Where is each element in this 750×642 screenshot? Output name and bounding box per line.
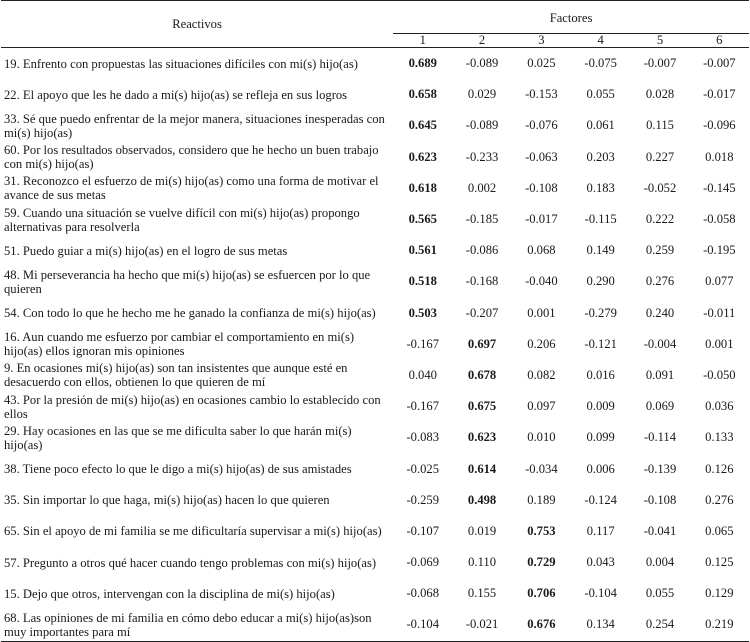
factor-number: 4 (571, 34, 630, 48)
loading-value-factor-3: 0.082 (527, 367, 556, 382)
loading-value-factor-3: -0.017 (525, 212, 558, 227)
factor-loadings-table (1, 0, 749, 642)
loading-value-factor-3: -0.108 (525, 180, 558, 195)
table-row (1, 360, 749, 391)
loading-value-factor-3: 0.010 (527, 430, 556, 445)
loading-value-factor-5: 0.055 (645, 586, 675, 601)
factor-number: 5 (630, 34, 689, 48)
loading-value-factor-2: 0.002 (467, 180, 497, 195)
loading-value-factor-2: 0.623 (467, 430, 497, 445)
loading-value-factor-4: -0.121 (584, 336, 617, 351)
loading-value-factor-6: -0.058 (703, 212, 736, 227)
loading-value-factor-1: 0.623 (408, 149, 437, 164)
loading-value-factor-3: 0.706 (527, 586, 556, 601)
item-text: 15. Dejo que otros, intervengan con la disciplina de mi(s) hijo(as) (4, 586, 335, 601)
item-text: 59. Cuando una situación se vuelve difícil con mi(s) hijo(as) propongo alternativas para resolverla (4, 205, 360, 234)
item-text: 22. El apoyo que les he dado a mi(s) hijo(as) se refleja en sus logros (4, 87, 348, 102)
loading-value-factor-4: 0.061 (586, 118, 615, 133)
loading-value-factor-5: -0.114 (643, 430, 677, 445)
loading-value-factor-1: 0.561 (408, 243, 437, 258)
loading-value-factor-6: 0.065 (705, 523, 734, 538)
item-text: 60. Por los resultados observados, considero que he hecho un buen trabajo con mi(s) hijo(as) (4, 143, 379, 172)
loading-value-factor-1: 0.040 (408, 367, 437, 382)
item-text: 48. Mi perseverancia ha hecho que mi(s) hijo(as) se esfuercen por lo que quieren (4, 267, 371, 296)
loading-value-factor-2: -0.185 (465, 212, 499, 227)
table-row (1, 235, 749, 266)
loading-value-factor-2: 0.697 (467, 336, 497, 351)
table-row (1, 453, 749, 484)
loading-value-factor-2: -0.207 (465, 305, 499, 320)
loading-value-factor-4: 0.055 (586, 87, 615, 102)
loading-value-factor-1: -0.104 (393, 609, 452, 641)
loading-value-factor-6: -0.007 (703, 56, 736, 71)
loading-value-factor-2: 0.498 (467, 492, 497, 507)
loading-value-factor-2: 0.155 (467, 586, 497, 601)
loading-value-factor-3: 0.189 (527, 492, 556, 507)
loading-value-factor-5: 0.115 (646, 118, 674, 133)
loading-value-factor-5: -0.004 (643, 336, 677, 351)
loading-value-factor-6: 0.077 (705, 274, 734, 289)
loading-value-factor-2: -0.233 (465, 149, 499, 164)
item-text: 38. Tiene poco efecto lo que le digo a mi(s) hijo(as) de sus amistades (4, 462, 352, 477)
loading-value-factor-6: -0.195 (703, 243, 736, 258)
table-row (1, 485, 749, 516)
table-row (1, 110, 749, 141)
table-row (1, 422, 749, 453)
loading-value-factor-4: -0.124 (584, 492, 617, 507)
loading-value-factor-4: -0.075 (584, 56, 617, 71)
loading-value-factor-2: 0.019 (467, 523, 497, 538)
loading-value-factor-4: 0.009 (586, 399, 615, 414)
loading-value-factor-1: -0.167 (406, 336, 440, 351)
loading-value-factor-5: -0.052 (643, 180, 677, 195)
loading-value-factor-1: -0.068 (406, 586, 440, 601)
loading-value-factor-3: 0.001 (527, 305, 556, 320)
loading-value-factor-1: -0.069 (406, 555, 440, 570)
table-body (1, 48, 749, 642)
loading-value-factor-6: 0.129 (705, 586, 734, 601)
loading-value-factor-5: 0.222 (645, 212, 675, 227)
loading-value-factor-6: -0.096 (703, 118, 736, 133)
loading-value-factor-2: -0.168 (465, 274, 499, 289)
table-row (1, 79, 749, 110)
loading-value-factor-5: 0.069 (645, 399, 675, 414)
loading-value-factor-1: -0.259 (406, 492, 440, 507)
loading-value-factor-5: -0.139 (643, 461, 677, 476)
loading-value-factor-6: 0.125 (705, 555, 734, 570)
loading-value-factor-5: 0.254 (630, 609, 689, 641)
loading-value-factor-2: -0.086 (465, 243, 499, 258)
loading-value-factor-1: 0.689 (408, 56, 437, 71)
table-row (1, 298, 749, 329)
loading-value-factor-6: 0.001 (705, 336, 734, 351)
loading-value-factor-3: -0.063 (525, 149, 558, 164)
loading-value-factor-2: -0.021 (452, 609, 511, 641)
loading-value-factor-2: -0.089 (465, 56, 499, 71)
loading-value-factor-1: -0.083 (406, 430, 440, 445)
table-row (1, 329, 749, 360)
loading-value-factor-3: 0.676 (512, 609, 571, 641)
loading-value-factor-3: 0.753 (527, 523, 556, 538)
loading-value-factor-1: 0.518 (408, 274, 437, 289)
loading-value-factor-2: 0.029 (467, 87, 497, 102)
loading-value-factor-1: -0.167 (406, 399, 440, 414)
loading-value-factor-2: 0.678 (467, 367, 497, 382)
loading-value-factor-3: 0.097 (527, 399, 556, 414)
loading-value-factor-3: -0.153 (525, 87, 558, 102)
loading-value-factor-4: -0.115 (584, 212, 617, 227)
loading-value-factor-3: -0.040 (525, 274, 558, 289)
loading-value-factor-4: 0.117 (586, 523, 615, 538)
factor-number: 1 (393, 34, 452, 48)
factor-number: 6 (690, 34, 749, 48)
table-header (1, 1, 749, 48)
loading-value-factor-3: 0.068 (527, 243, 556, 258)
loading-value-factor-5: 0.240 (645, 305, 675, 320)
item-text: 29. Hay ocasiones en las que se me dificulta saber lo que harán mi(s) hijo(as) (4, 423, 352, 452)
table-row (1, 173, 749, 204)
table-row (1, 204, 749, 235)
loading-value-factor-5: 0.028 (645, 87, 675, 102)
loading-value-factor-6: 0.036 (705, 399, 734, 414)
item-text: 43. Por la presión de mi(s) hijo(as) en ocasiones cambio lo establecido con ellos (4, 392, 381, 421)
loading-value-factor-6: 0.219 (690, 609, 749, 641)
loading-value-factor-4: -0.279 (584, 305, 617, 320)
loading-value-factor-4: 0.043 (586, 555, 615, 570)
loading-value-factor-3: -0.034 (525, 461, 558, 476)
item-text: 54. Con todo lo que he hecho me he ganado la confianza de mi(s) hijo(as) (4, 306, 376, 321)
item-text: 35. Sin importar lo que haga, mi(s) hijo(as) hacen lo que quieren (4, 493, 330, 508)
loading-value-factor-5: -0.041 (643, 523, 677, 538)
loading-value-factor-1: 0.645 (408, 118, 437, 133)
loading-value-factor-4: 0.183 (586, 180, 615, 195)
loading-value-factor-6: 0.133 (705, 430, 734, 445)
item-text: 57. Pregunto a otros qué hacer cuando tengo problemas con mi(s) hijo(as) (4, 555, 377, 570)
table-row (1, 547, 749, 578)
loading-value-factor-6: 0.126 (705, 461, 734, 476)
loading-value-factor-6: 0.018 (705, 149, 734, 164)
table-row (1, 142, 749, 173)
loading-value-factor-1: -0.025 (406, 461, 440, 476)
loading-value-factor-5: 0.004 (645, 555, 675, 570)
loading-value-factor-5: 0.276 (645, 274, 675, 289)
loading-value-factor-1: 0.503 (408, 305, 437, 320)
loading-value-factor-4: 0.149 (586, 243, 615, 258)
loading-value-factor-5: -0.007 (643, 56, 677, 71)
loading-value-factor-6: -0.050 (703, 367, 736, 382)
loading-value-factor-3: 0.025 (527, 56, 556, 71)
loading-value-factor-2: 0.675 (467, 399, 497, 414)
loading-value-factor-4: 0.006 (586, 461, 615, 476)
loading-value-factor-4: -0.104 (584, 586, 617, 601)
loading-value-factor-4: 0.290 (586, 274, 615, 289)
loading-value-factor-5: 0.259 (645, 243, 675, 258)
table-row (1, 48, 749, 80)
loading-value-factor-1: -0.107 (406, 523, 440, 538)
loading-value-factor-1: 0.658 (408, 87, 437, 102)
loading-value-factor-4: 0.099 (586, 430, 615, 445)
loading-value-factor-6: -0.145 (703, 180, 736, 195)
factor-number: 3 (512, 34, 571, 48)
loading-value-factor-4: 0.203 (586, 149, 615, 164)
item-text: 68. Las opiniones de mi familia en cómo debo educar a mi(s) hijo(as)son muy importantes para mí (1, 609, 393, 641)
items-column-header: Reactivos (1, 1, 393, 48)
loading-value-factor-3: 0.206 (527, 336, 556, 351)
table-row (1, 516, 749, 547)
loading-value-factor-4: 0.134 (571, 609, 630, 641)
factors-column-header: Factores (393, 1, 749, 34)
loading-value-factor-5: -0.108 (643, 492, 677, 507)
item-text: 33. Sé que puedo enfrentar de la mejor manera, situaciones inesperadas con mi(s) hijo(as) (4, 111, 385, 140)
table-row (1, 609, 749, 641)
loading-value-factor-2: -0.089 (465, 118, 499, 133)
loading-value-factor-1: 0.565 (408, 212, 437, 227)
item-text: 9. En ocasiones mi(s) hijo(as) son tan insistentes que aunque esté en desacuerdo con ellos, obtienen lo que quieren de mí (4, 361, 348, 390)
table-row (1, 391, 749, 422)
loading-value-factor-6: -0.011 (703, 305, 736, 320)
loading-value-factor-5: 0.227 (645, 149, 675, 164)
item-text: 16. Aun cuando me esfuerzo por cambiar el comportamiento en mi(s) hijo(as) ellos ignoran mis opiniones (4, 330, 355, 359)
loading-value-factor-2: 0.110 (468, 555, 496, 570)
loading-value-factor-2: 0.614 (467, 461, 497, 476)
loading-value-factor-3: 0.729 (527, 555, 556, 570)
loading-value-factor-6: 0.276 (705, 492, 734, 507)
factor-number: 2 (452, 34, 511, 48)
table-row (1, 578, 749, 609)
item-text: 51. Puedo guiar a mi(s) hijo(as) en el logro de sus metas (4, 243, 288, 258)
loading-value-factor-5: 0.091 (645, 367, 675, 382)
table-row (1, 266, 749, 297)
item-text: 65. Sin el apoyo de mi familia se me dificultaría supervisar a mi(s) hijo(as) (4, 524, 382, 539)
loading-value-factor-4: 0.016 (586, 367, 615, 382)
loading-value-factor-6: -0.017 (703, 87, 736, 102)
loading-value-factor-3: -0.076 (525, 118, 558, 133)
item-text: 31. Reconozco el esfuerzo de mi(s) hijo(as) como una forma de motivar el avance de sus metas (4, 174, 379, 203)
item-text: 19. Enfrento con propuestas las situaciones difíciles con mi(s) hijo(as) (4, 56, 358, 71)
loading-value-factor-1: 0.618 (408, 180, 437, 195)
